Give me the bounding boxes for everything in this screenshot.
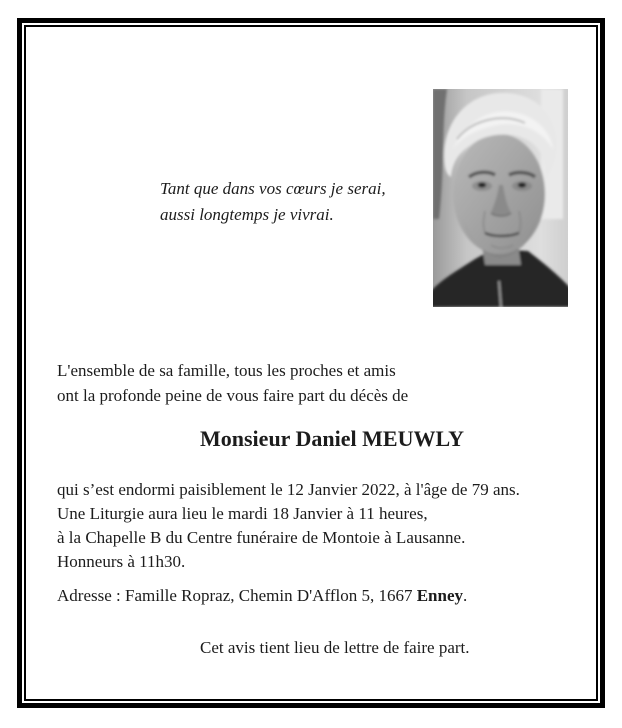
details-line-2: Une Liturgie aura lieu le mardi 18 Janvier à 11 heures,	[57, 504, 428, 523]
intro-line-2: ont la profonde peine de vous faire part du décès de	[57, 386, 409, 405]
memorial-quote	[160, 176, 386, 228]
portrait-photo	[433, 89, 568, 307]
details-line-3: à la Chapelle B du Centre funéraire de Montoie à Lausanne.	[57, 528, 466, 547]
address-text: Adresse : Famille Ropraz, Chemin D'Afflon 5, 1667	[57, 586, 417, 605]
intro-paragraph	[57, 358, 408, 408]
ceremony-details-paragraph	[57, 478, 520, 574]
portrait-photo-graphic	[433, 89, 568, 307]
family-address-line	[57, 586, 467, 606]
memorial-quote-line-1: Tant que dans vos cœurs je serai,	[160, 179, 386, 198]
details-line-4: Honneurs à 11h30.	[57, 552, 186, 571]
address-locality-bold: Enney	[416, 586, 463, 605]
details-line-1: qui s’est endormi paisiblement le 12 Janvier 2022, à l'âge de 79 ans.	[57, 480, 520, 499]
memorial-quote-line-2: aussi longtemps je vivrai.	[160, 205, 334, 224]
address-period: .	[463, 586, 468, 605]
deceased-name-title: Monsieur Daniel MEUWLY	[200, 426, 465, 451]
closing-notice-line: Cet avis tient lieu de lettre de faire part.	[200, 638, 470, 657]
intro-line-1: L'ensemble de sa famille, tous les proches et amis	[57, 361, 396, 380]
